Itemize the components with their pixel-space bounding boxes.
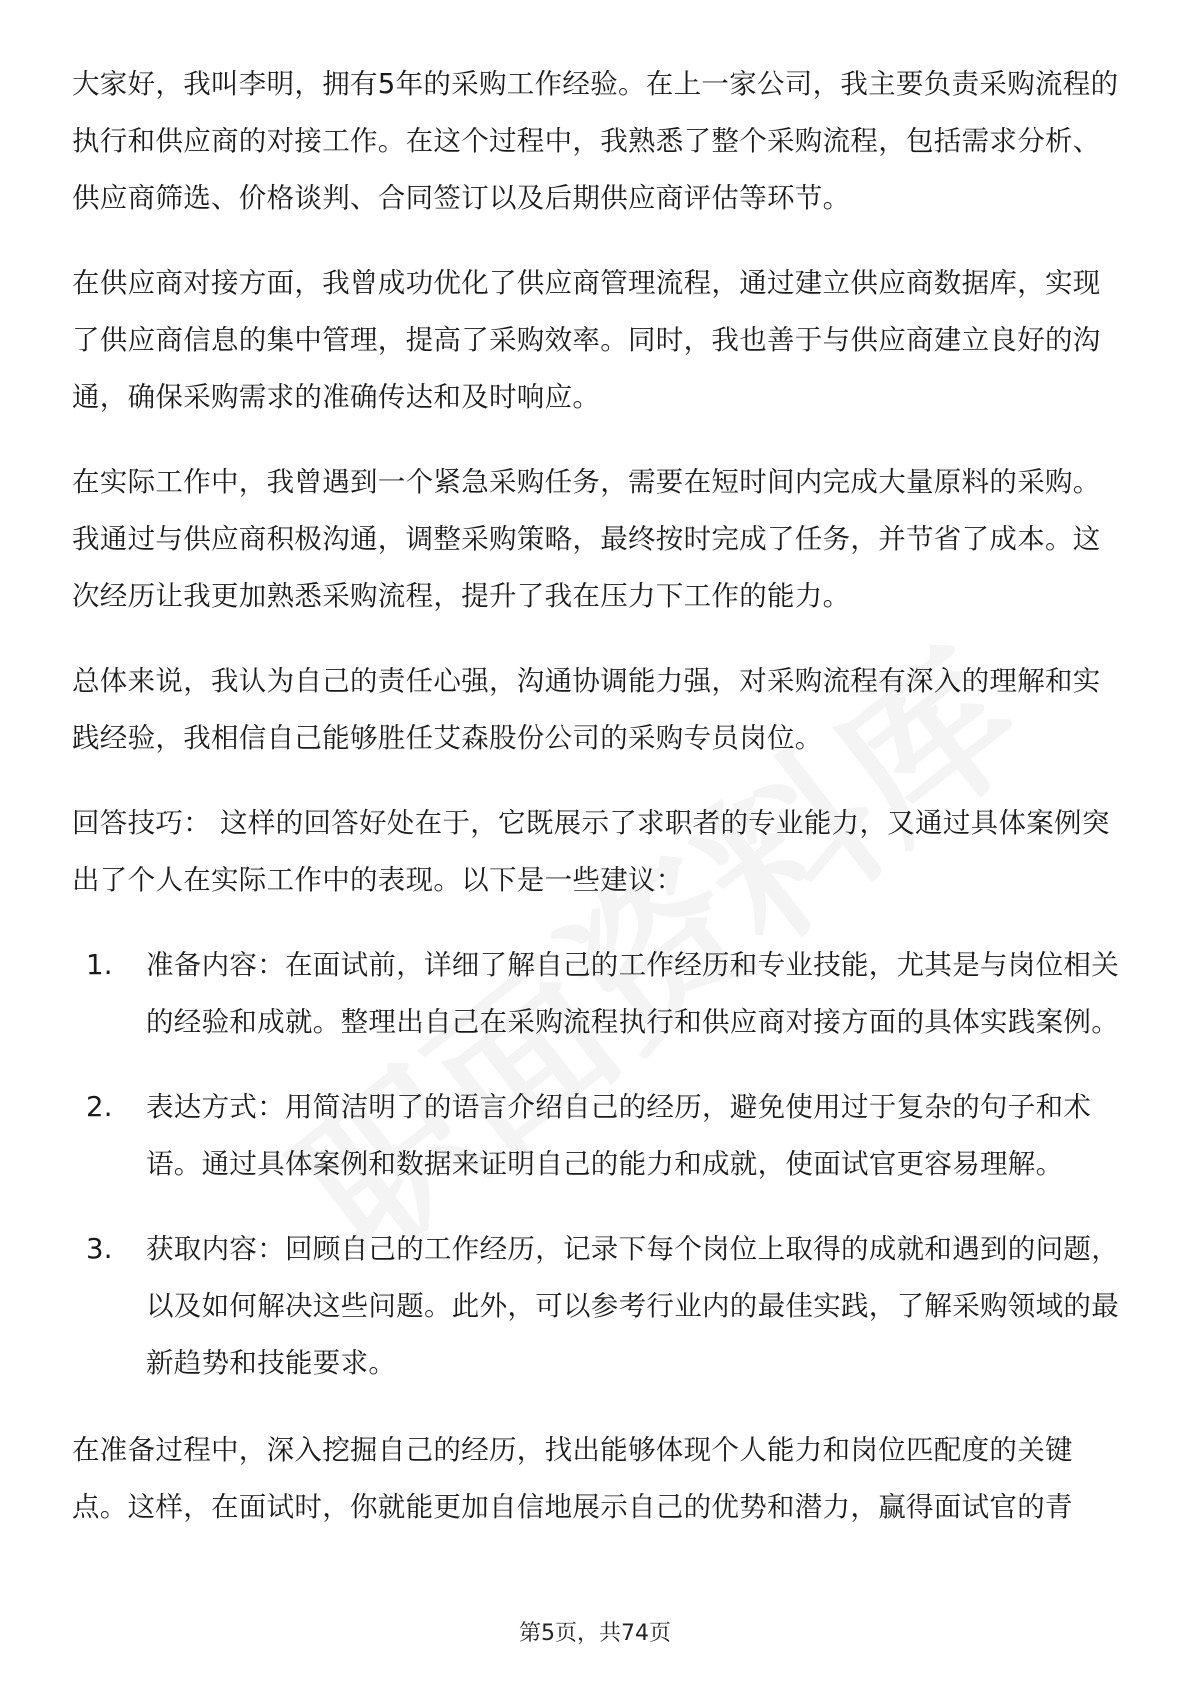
tips-list [72, 937, 1122, 1392]
list-item-text: 准备内容：在面试前，详细了解自己的工作经历和专业技能，尤其是与岗位相关的经验和成就。整理出自己在采购流程执行和供应商对接方面的具体实践案例。 [146, 949, 1119, 1038]
page-number: 第5页，共74页 [519, 1621, 671, 1646]
document-body [72, 56, 1122, 1564]
paragraph-summary: 总体来说，我认为自己的责任心强，沟通协调能力强，对采购流程有深入的理解和实践经验，我相信自己能够胜任艾森股份公司的采购专员岗位。 [72, 665, 1101, 754]
list-item [72, 937, 1122, 1051]
paragraph-intro: 大家好，我叫李明，拥有5年的采购工作经验。在上一家公司，我主要负责采购流程的执行和供应商的对接工作。在这个过程中，我熟悉了整个采购流程，包括需求分析、供应商筛选、价格谈判、合同签订以及后期供应商评估等环节。 [72, 68, 1119, 214]
list-item-text: 获取内容：回顾自己的工作经历，记录下每个岗位上取得的成就和遇到的问题，以及如何解决这些问题。此外，可以参考行业内的最佳实践，了解采购领域的最新趋势和技能要求。 [146, 1233, 1119, 1379]
paragraph-tips: 回答技巧： 这样的回答好处在于，它既展示了求职者的专业能力，又通过具体案例突出了个人在实际工作中的表现。以下是一些建议： [72, 807, 1110, 896]
paragraph-experience: 在实际工作中，我曾遇到一个紧急采购任务，需要在短时间内完成大量原料的采购。我通过与供应商积极沟通，调整采购策略，最终按时完成了任务，并节省了成本。这次经历让我更加熟悉采购流程，提升了我在压力下工作的能力。 [72, 466, 1101, 612]
list-number: 3. [86, 1233, 113, 1265]
list-number: 2. [86, 1091, 113, 1123]
list-number: 1. [86, 949, 113, 981]
paragraph-supplier: 在供应商对接方面，我曾成功优化了供应商管理流程，通过建立供应商数据库，实现了供应商信息的集中管理，提高了采购效率。同时，我也善于与供应商建立良好的沟通，确保采购需求的准确传达和及时响应。 [72, 267, 1101, 413]
list-item [72, 1221, 1122, 1392]
list-item [72, 1079, 1122, 1193]
paragraph-preparation: 在准备过程中，深入挖掘自己的经历，找出能够体现个人能力和岗位匹配度的关键点。这样，在面试时，你就能更加自信地展示自己的优势和潜力，赢得面试官的青 [72, 1434, 1073, 1523]
list-item-text: 表达方式：用简洁明了的语言介绍自己的经历，避免使用过于复杂的句子和术语。通过具体案例和数据来证明自己的能力和成就，使面试官更容易理解。 [146, 1091, 1092, 1180]
